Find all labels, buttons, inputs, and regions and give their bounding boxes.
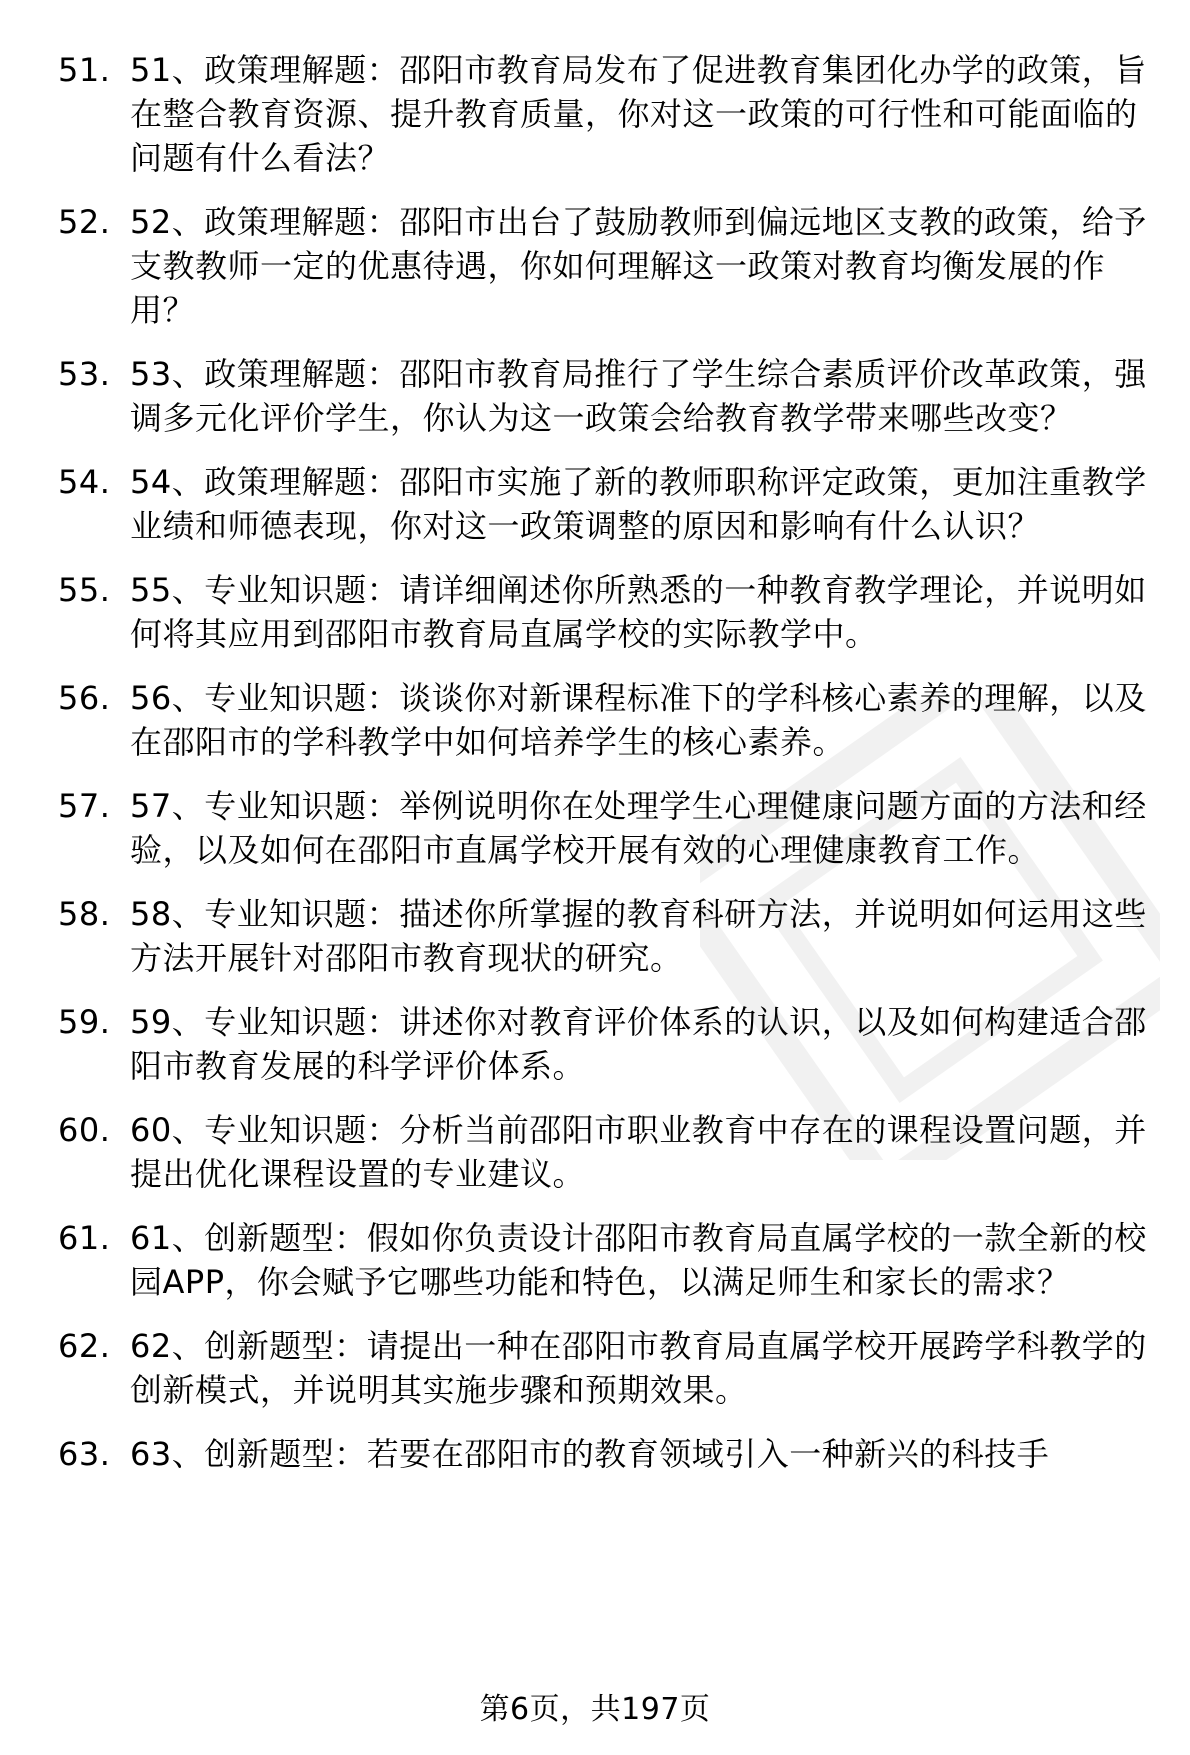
question-number: 54. <box>58 463 111 501</box>
question-text: 57、专业知识题：举例说明你在处理学生心理健康问题方面的方法和经验，以及如何在邵阳市直属学校开展有效的心理健康教育工作。 <box>130 787 1147 869</box>
question-text: 63、创新题型：若要在邵阳市的教育领域引入一种新兴的科技手 <box>130 1435 1050 1473</box>
question-text: 55、专业知识题：请详细阐述你所熟悉的一种教育教学理论，并说明如何将其应用到邵阳市教育局直属学校的实际教学中。 <box>130 571 1147 653</box>
question-text: 59、专业知识题：讲述你对教育评价体系的认识，以及如何构建适合邵阳市教育发展的科学评价体系。 <box>130 1003 1147 1085</box>
question-item <box>58 48 1158 180</box>
question-number: 57. <box>58 787 111 825</box>
question-number: 53. <box>58 355 111 393</box>
question-item <box>58 460 1158 548</box>
question-number: 61. <box>58 1219 111 1257</box>
question-item <box>58 1000 1158 1088</box>
question-list <box>58 48 1158 1496</box>
question-text: 54、政策理解题：邵阳市实施了新的教师职称评定政策，更加注重教学业绩和师德表现，你对这一政策调整的原因和影响有什么认识？ <box>130 463 1147 545</box>
question-text: 62、创新题型：请提出一种在邵阳市教育局直属学校开展跨学科教学的创新模式，并说明其实施步骤和预期效果。 <box>130 1327 1147 1409</box>
question-text: 51、政策理解题：邵阳市教育局发布了促进教育集团化办学的政策，旨在整合教育资源、提升教育质量，你对这一政策的可行性和可能面临的问题有什么看法？ <box>130 51 1147 177</box>
question-item <box>58 1432 1158 1476</box>
question-number: 58. <box>58 895 111 933</box>
question-item <box>58 1324 1158 1412</box>
question-item <box>58 568 1158 656</box>
question-text: 56、专业知识题：谈谈你对新课程标准下的学科核心素养的理解，以及在邵阳市的学科教学中如何培养学生的核心素养。 <box>130 679 1147 761</box>
question-number: 52. <box>58 203 111 241</box>
question-number: 63. <box>58 1435 111 1473</box>
question-item <box>58 1108 1158 1196</box>
question-item <box>58 892 1158 980</box>
question-item <box>58 784 1158 872</box>
question-text: 58、专业知识题：描述你所掌握的教育科研方法，并说明如何运用这些方法开展针对邵阳市教育现状的研究。 <box>130 895 1147 977</box>
question-number: 56. <box>58 679 111 717</box>
question-number: 60. <box>58 1111 111 1149</box>
page-number-label: 第6页，共197页 <box>479 1692 711 1727</box>
question-number: 51. <box>58 51 111 89</box>
question-item <box>58 1216 1158 1304</box>
question-text: 52、政策理解题：邵阳市出台了鼓励教师到偏远地区支教的政策，给予支教教师一定的优惠待遇，你如何理解这一政策对教育均衡发展的作用？ <box>130 203 1147 329</box>
question-item <box>58 200 1158 332</box>
question-number: 62. <box>58 1327 111 1365</box>
question-number: 59. <box>58 1003 111 1041</box>
question-text: 60、专业知识题：分析当前邵阳市职业教育中存在的课程设置问题，并提出优化课程设置的专业建议。 <box>130 1111 1147 1193</box>
page-footer <box>0 1690 1190 1730</box>
question-number: 55. <box>58 571 111 609</box>
question-item <box>58 352 1158 440</box>
question-text: 53、政策理解题：邵阳市教育局推行了学生综合素质评价改革政策，强调多元化评价学生，你认为这一政策会给教育教学带来哪些改变？ <box>130 355 1147 437</box>
question-item <box>58 676 1158 764</box>
question-text: 61、创新题型：假如你负责设计邵阳市教育局直属学校的一款全新的校园APP，你会赋予它哪些功能和特色，以满足师生和家长的需求？ <box>130 1219 1147 1301</box>
